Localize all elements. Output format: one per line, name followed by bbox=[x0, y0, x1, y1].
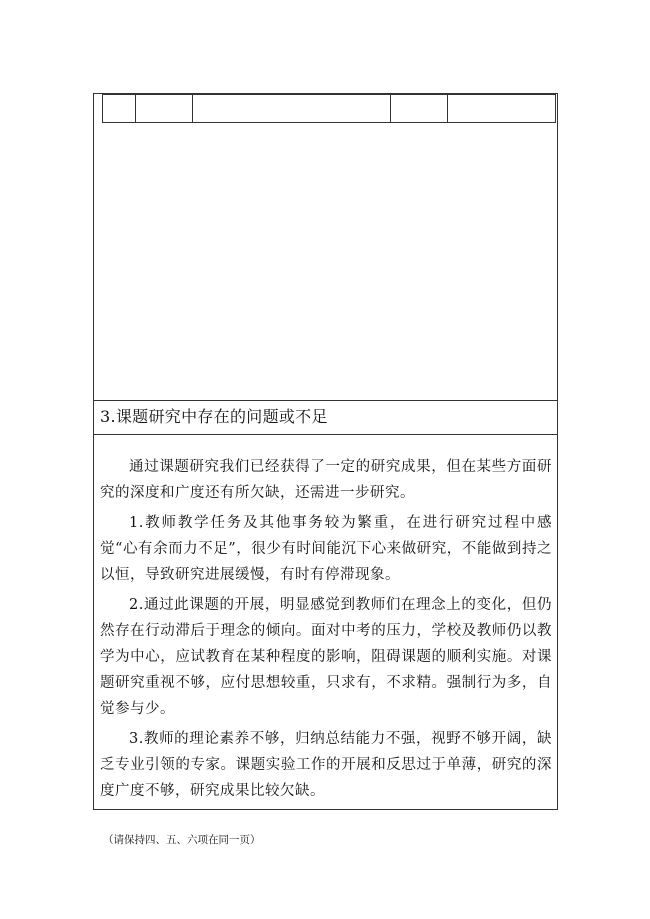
section-divider-top bbox=[94, 400, 557, 401]
section-divider-bottom bbox=[94, 434, 557, 435]
paragraph-point-3: 3.教师的理论素养不够，归纳总结能力不强，视野不够开阔，缺乏专业引领的专家。课题实验工作的开展和反思过于单薄，研究的深度广度不够，研究成果比较欠缺。 bbox=[100, 731, 552, 799]
continued-table-row bbox=[102, 94, 556, 123]
paragraph-point-2: 2.通过此课题的开展，明显感觉到教师们在理念上的变化，但仍然存在行动滞后于理念的倾向。面对中考的压力，学校及教师仍以教学为中心，应试教育在某种程度的影响，阻碍课题的顺利实施。对课题研究重视不够，应付思想较重，只求有，不求精。强制行为多，自觉参与少。 bbox=[100, 597, 552, 717]
paragraph-intro: 通过课题研究我们已经获得了一定的研究成果，但在某些方面研究的深度和广度还有所欠缺，还需进一步研究。 bbox=[100, 459, 552, 501]
section-body bbox=[100, 454, 552, 808]
section-title: 3.课题研究中存在的问题或不足 bbox=[100, 407, 328, 426]
report-form-frame bbox=[93, 93, 558, 810]
table-cell bbox=[193, 95, 391, 123]
footer-note: （请保持四、五、六项在同一页） bbox=[103, 834, 261, 846]
table-row bbox=[103, 95, 556, 123]
table-cell bbox=[391, 95, 448, 123]
table-cell bbox=[103, 95, 136, 123]
table-cell bbox=[136, 95, 193, 123]
table-cell bbox=[448, 95, 556, 123]
paragraph-point-1: 1.教师教学任务及其他事务较为繁重，在进行研究过程中感觉“心有余而力不足”，很少有时间能沉下心来做研究，不能做到持之以恒，导致研究进展缓慢，有时有停滞现象。 bbox=[100, 515, 552, 583]
